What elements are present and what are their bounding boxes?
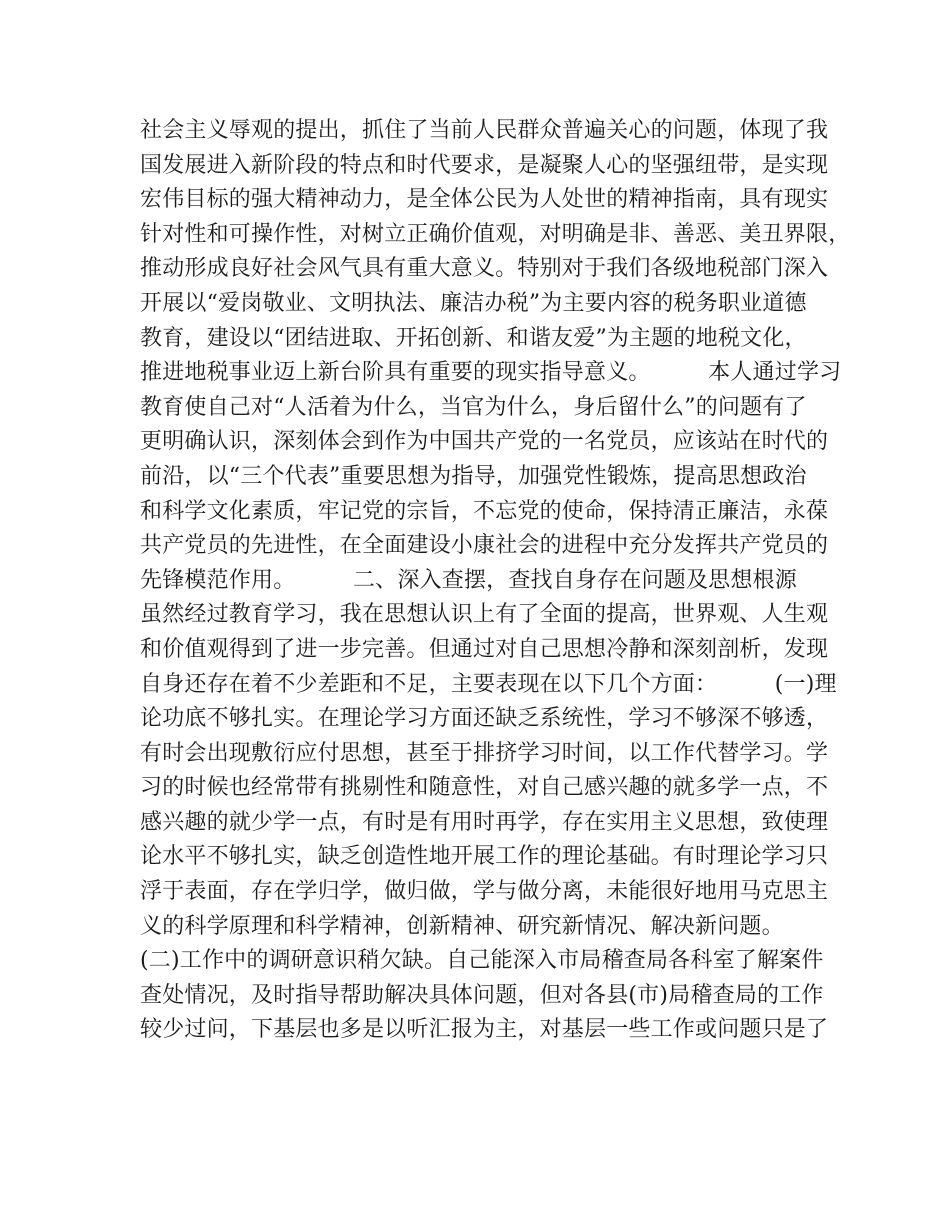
text-line: 推动形成良好社会风气具有重大意义。特别对于我们各级地税部门深入 <box>140 256 829 282</box>
text-line: 虽然经过教育学习，我在思想认识上有了全面的提高，世界观、人生观 <box>140 602 829 628</box>
text-line: 感兴趣的就少学一点，有时是有用时再学，存在实用主义思想，致使理 <box>140 809 829 835</box>
text-line: 社会主义辱观的提出，抓住了当前人民群众普遍关心的问题，体现了我 <box>140 118 829 143</box>
text-line: 和价值观得到了进一步完善。但通过对自己思想冷静和深刻剖析，发现 <box>140 636 829 662</box>
text-line: 针对性和可操作性，对树立正确价值观，对明确是非、善恶、美丑界限， <box>140 221 851 247</box>
text-line: 教育，建设以“团结进取、开拓创新、和谐友爱”为主题的地税文化， <box>140 325 807 351</box>
text-line: 较少过问，下基层也多是以听汇报为主，对基层一些工作或问题只是了 <box>140 1017 829 1043</box>
text-line: (二)工作中的调研意识稍欠缺。自己能深入市局稽查局各科室了解案件 <box>140 948 824 974</box>
text-line: 宏伟目标的强大精神动力，是全体公民为人处世的精神指南，具有现实 <box>140 187 829 213</box>
text-line: 前沿，以“三个代表”重要思想为指导，加强党性锻炼，提高思想政治 <box>140 463 807 489</box>
text-line: 推进地税事业迈上新台阶具有重要的现实指导意义。 本人通过学习 <box>140 360 842 386</box>
text-line: 习的时候也经常带有挑剔性和随意性，对自己感兴趣的就多学一点，不 <box>140 775 829 801</box>
text-line: 国发展进入新阶段的特点和时代要求，是凝聚人心的坚强纽带，是实现 <box>140 152 829 178</box>
text-line: 和科学文化素质，牢记党的宗旨，不忘党的使命，保持清正廉洁，永葆 <box>140 498 829 524</box>
text-line: 浮于表面，存在学归学，做归做，学与做分离，未能很好地用马克思主 <box>140 879 829 905</box>
text-line: 论功底不够扎实。在理论学习方面还缺乏系统性，学习不够深不够透， <box>140 706 829 732</box>
text-line: 共产党员的先进性，在全面建设小康社会的进程中充分发挥共产党员的 <box>140 533 829 559</box>
body-text <box>140 114 851 1048</box>
text-line: 自身还存在着不少差距和不足，主要表现在以下几个方面： (一)理 <box>140 671 837 697</box>
text-line: 义的科学原理和科学精神，创新精神、研究新情况、解决新问题。 <box>140 913 784 939</box>
text-line: 论水平不够扎实，缺乏创造性地开展工作的理论基础。有时理论学习只 <box>140 844 829 870</box>
text-line: 先锋模范作用。 二、深入查摆，查找自身存在问题及思想根源 <box>140 567 797 593</box>
text-line: 查处情况，及时指导帮助解决具体问题，但对各县(市)局稽查局的工作 <box>140 982 824 1008</box>
text-line: 更明确认识，深刻体会到作为中国共产党的一名党员，应该站在时代的 <box>140 429 829 455</box>
text-line: 开展以“爱岗敬业、文明执法、廉洁办税”为主要内容的税务职业道德 <box>140 290 807 316</box>
text-line: 教育使自己对“人活着为什么，当官为什么，身后留什么”的问题有了 <box>140 394 807 420</box>
text-line: 有时会出现敷衍应付思想，甚至于排挤学习时间，以工作代替学习。学 <box>140 740 829 766</box>
